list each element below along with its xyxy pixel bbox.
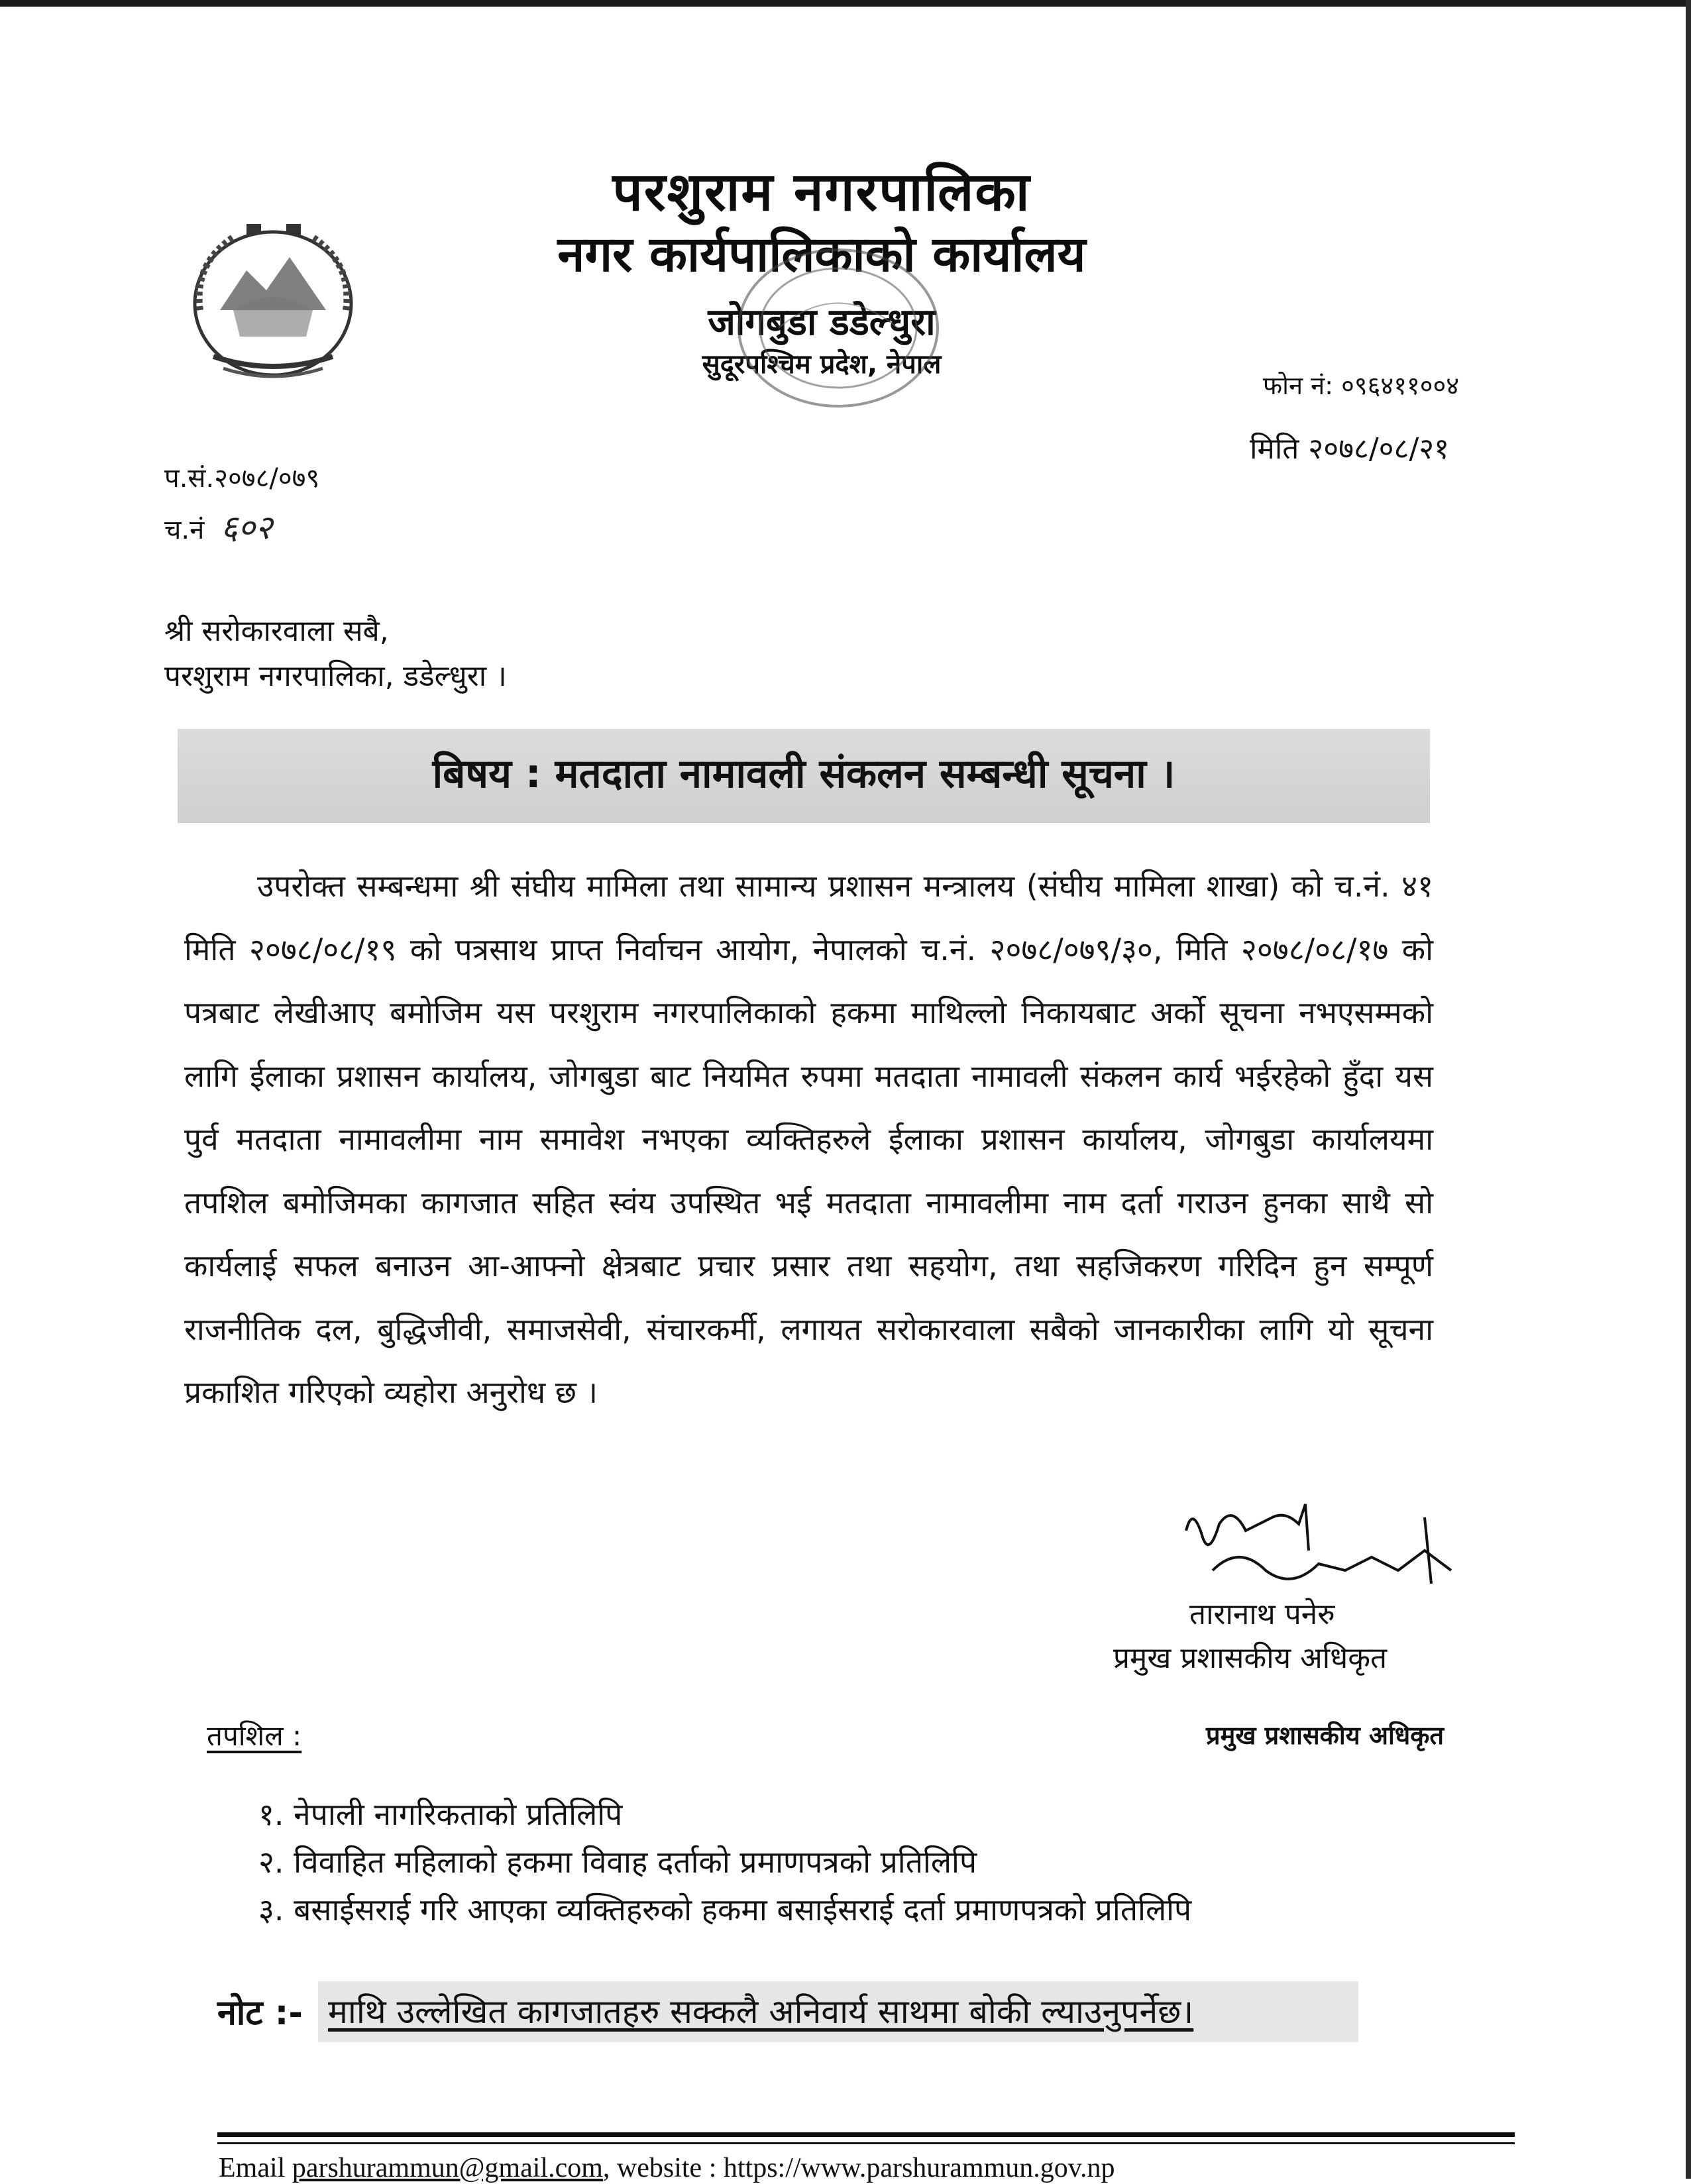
dispatch-number-value: ६०२ (221, 508, 273, 547)
email-label: Email (219, 2153, 286, 2183)
office-name: नगर कार्यपालिकाको कार्यालय (557, 226, 1086, 283)
scan-border-top (0, 0, 1691, 7)
addressee-line-1: श्री सरोकारवाला सबै, (164, 614, 389, 648)
website-label: , website : (602, 2153, 717, 2183)
office-province: सुदूरपश्चिम प्रदेश, नेपाल (702, 349, 942, 380)
website-link[interactable]: https://www.parshurammun.gov.np (723, 2153, 1115, 2183)
office-location: जोगबुडा डडेल्धुरा (708, 301, 936, 344)
footer-divider-thick (217, 2132, 1515, 2137)
note-text: माथि उल्लेखित कागजातहरु सक्कलै अनिवार्य साथमा बोकी ल्याउनुपर्नेछ। (328, 1993, 1194, 2031)
designation-stamp: प्रमुख प्रशासकीय अधिकृत (1206, 1721, 1445, 1750)
dispatch-label: च.नं (164, 515, 205, 545)
addressee-line-2: परशुराम नगरपालिका, डडेल्धुरा । (164, 659, 507, 693)
footer-divider-thin (217, 2142, 1515, 2144)
detail-item-2: २. विवाहित महिलाको हकमा विवाह दर्ताको प्रमाणपत्रको प्रतिलिपि (258, 1844, 977, 1880)
office-seal-icon (719, 239, 957, 417)
signatory-name: तारानाथ पनेरु (1189, 1598, 1335, 1631)
phone-number: फोन नं: ०९६४११००४ (1262, 371, 1459, 400)
details-heading: तपशिल : (207, 1720, 302, 1752)
nepal-emblem-icon (174, 211, 372, 388)
signature-icon (1173, 1491, 1484, 1597)
scan-border-right (1686, 0, 1691, 2179)
reference-number: प.सं.२०७८/०७९ (164, 463, 320, 494)
notice-body: उपरोक्त सम्बन्धमा श्री संघीय मामिला तथा सामान्य प्रशासन मन्त्रालय (संघीय मामिला शाखा) को च.नं. ४१ मिति २०७८/०८/१९ को पत्रसाथ प्राप्त निर्वाचन आयोग, नेपालको च.नं. २०७८/०७९/३०, मिति २०७८/०८/१७ को पत्रबाट लेखीआए बमोजिम यस परशुराम नगरपालिकाको हकमा माथिल्लो निकायबाट अर्को सूचना नभएसम्मको लागि ईलाका प्रशासन कार्यालय, जोगबुडा बाट नियमित रुपमा मतदाता नामावली संकलन कार्य भईरहेको हुँदा यस पुर्व मतदाता नामावलीमा नाम समावेश नभएका व्यक्तिहरुले ईलाका प्रशासन कार्यालय, जोगबुडा कार्यालयमा तपशिल बमोजिमका कागजात सहित स्वंय उपस्थित भई मतदाता नामावलीमा नाम दर्ता गराउन हुनका साथै सो कार्यलाई सफल बनाउन आ-आफ्नो क्षेत्रबाट प्रचार प्रसार तथा सहयोग, तथा सहजिकरण गरिदिन हुन सम्पूर्ण राजनीतिक दल, बुद्धिजीवी, समाजसेवी, संचारकर्मी, लगायत सरोकारवाला सबैको जानकारीका लागि यो सूचना प्रकाशित गरिएको व्यहोरा अनुरोध छ । (184, 868, 1433, 1410)
municipality-name: परशुराम नगरपालिका (612, 161, 1031, 223)
subject-line: बिषय : मतदाता नामावली संकलन सम्बन्धी सूचना । (432, 751, 1175, 797)
footer-contact (219, 2152, 1115, 2184)
letter-date: मिति २०७८/०८/२१ (1250, 432, 1449, 466)
email-link[interactable]: parshurammun@gmail.com (292, 2153, 603, 2183)
detail-item-3: ३. बसाईसराई गरि आएका व्यक्तिहरुको हकमा बसाईसराई दर्ता प्रमाणपत्रको प्रतिलिपि (258, 1892, 1192, 1928)
detail-item-1: १. नेपाली नागरिकताको प्रतिलिपि (258, 1796, 623, 1832)
signatory-title: प्रमुख प्रशासकीय अधिकृत (1113, 1641, 1388, 1675)
note-label: नोट :- (217, 1993, 303, 2033)
dispatch-number (164, 504, 272, 549)
